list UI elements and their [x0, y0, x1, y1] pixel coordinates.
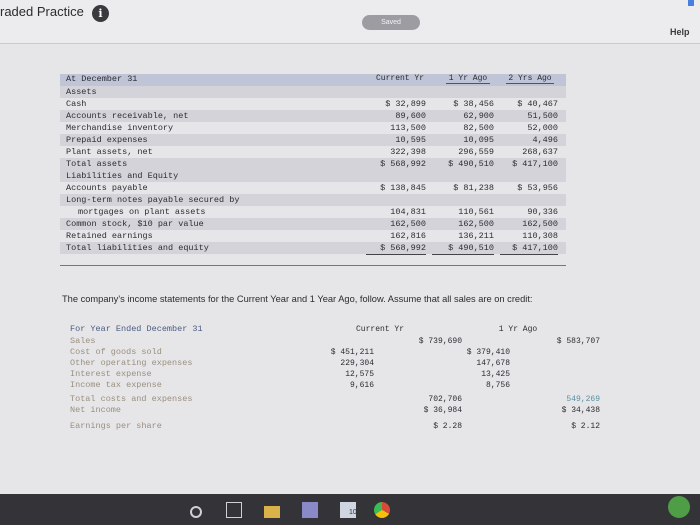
table-row: [60, 110, 566, 122]
row-label: Income tax expense: [70, 380, 162, 390]
cell-value: 162,500: [522, 219, 558, 229]
cell-value: $ 36,984: [423, 406, 462, 415]
row-label: Retained earnings: [66, 231, 153, 241]
column-header: 1 Yr Ago: [498, 325, 538, 334]
cell-value: 136,211: [432, 230, 494, 243]
row-label: Long-term notes payable secured by: [66, 195, 240, 205]
cell-value: 8,756: [485, 381, 510, 390]
cell-value: 51,500: [527, 111, 558, 121]
table-row: [60, 98, 566, 110]
cell-value: 702,706: [428, 395, 462, 404]
table-row: [60, 146, 566, 158]
cell-value: 110,561: [458, 207, 494, 217]
question-content: [0, 44, 700, 494]
cell-value: 82,500: [463, 123, 494, 133]
row-label: At December 31: [66, 74, 138, 84]
balance-sheet-table: [60, 74, 566, 254]
help-button[interactable]: Help: [670, 27, 690, 37]
cell-value: 147,678: [476, 359, 510, 368]
cell-value: $ 40,467: [517, 99, 558, 109]
cell-value: 10,095: [463, 135, 494, 145]
cell-value: 89,600: [395, 111, 426, 121]
income-statement-title: For Year Ended December 31: [70, 324, 203, 334]
cell-value: $ 417,100: [500, 242, 558, 255]
page-title: raded Practice: [0, 4, 84, 19]
cell-value: $ 490,510: [432, 242, 494, 255]
row-label: Plant assets, net: [66, 147, 153, 157]
cell-value: 52,000: [527, 123, 558, 133]
cell-value: 13,425: [481, 370, 510, 379]
folder-icon[interactable]: [264, 506, 280, 518]
table-row: [70, 324, 584, 336]
table-divider: [60, 265, 566, 266]
cell-value: $ 739,690: [418, 337, 462, 346]
cell-value: $ 34,438: [561, 406, 600, 415]
column-header: Current Yr: [355, 325, 404, 334]
row-label: Other operating expenses: [70, 358, 193, 368]
cell-value: $ 417,100: [500, 158, 558, 171]
row-label: Total liabilities and equity: [66, 243, 209, 253]
cell-value: 10,595: [395, 135, 426, 145]
mail-badge: 10: [349, 509, 357, 516]
row-label: Prepaid expenses: [66, 135, 148, 145]
table-row: [60, 206, 566, 218]
table-row: [60, 86, 566, 98]
row-label: Total costs and expenses: [70, 394, 193, 404]
cell-value: 9,616: [349, 381, 374, 390]
cell-value: 322,398: [366, 146, 426, 159]
cell-value: 549,269: [566, 395, 600, 404]
cell-value: $ 568,992: [366, 158, 426, 171]
cell-value: 296,559: [432, 146, 494, 159]
cell-value: 62,900: [463, 111, 494, 121]
row-label: Merchandise inventory: [66, 123, 174, 133]
table-row: [60, 182, 566, 194]
top-bar: [0, 0, 700, 44]
row-label: Interest expense: [70, 369, 152, 379]
cell-value: $ 53,956: [517, 183, 558, 193]
chrome-icon[interactable]: [374, 502, 390, 518]
row-label: Cost of goods sold: [70, 347, 162, 357]
table-row: [60, 134, 566, 146]
row-label: Cash: [66, 99, 87, 109]
cell-value: $ 379,410: [466, 348, 510, 357]
row-label: Common stock, $10 par value: [66, 219, 204, 229]
cell-value: 12,575: [345, 370, 374, 379]
cell-value: $ 32,899: [385, 99, 426, 109]
info-icon[interactable]: i: [92, 5, 109, 22]
row-label: Accounts receivable, net: [66, 111, 189, 121]
row-label: Total assets: [66, 159, 128, 169]
table-row: [70, 358, 584, 369]
cell-value: $ 81,238: [453, 183, 494, 193]
table-row: [70, 380, 584, 391]
chat-icon[interactable]: [668, 496, 690, 518]
row-label: mortgages on plant assets: [78, 207, 206, 217]
cell-value: $ 490,510: [432, 158, 494, 171]
column-header: 1 Yr Ago: [446, 74, 490, 84]
table-row: [70, 369, 584, 380]
income-statement-table: [70, 324, 600, 432]
table-row: [70, 394, 600, 405]
row-label: Earnings per share: [70, 421, 162, 431]
table-row: [70, 421, 600, 432]
table-row: [60, 218, 566, 230]
cell-value: 90,336: [527, 207, 558, 217]
table-row: [60, 230, 566, 242]
cell-value: $ 2.28: [433, 422, 462, 431]
row-label: Liabilities and Equity: [66, 171, 179, 181]
row-label: Accounts payable: [66, 183, 148, 193]
taskbar: [0, 494, 700, 525]
table-row: [60, 158, 566, 170]
store-icon[interactable]: [302, 502, 318, 518]
bookmark-icon: [688, 0, 694, 6]
cell-value: $ 38,456: [453, 99, 494, 109]
table-row: [60, 242, 566, 254]
cell-value: 162,500: [458, 219, 494, 229]
table-row: [60, 194, 566, 206]
cell-value: $ 568,992: [366, 242, 426, 255]
table-row: [70, 347, 584, 358]
row-label: Net income: [70, 405, 122, 415]
cell-value: 268,637: [500, 146, 558, 159]
cell-value: $ 2.12: [571, 422, 600, 431]
cell-value: 4,496: [532, 135, 558, 145]
cell-value: $ 451,211: [330, 348, 374, 357]
row-label: Sales: [70, 336, 96, 346]
column-header: Current Yr: [375, 74, 424, 83]
cell-value: 162,500: [390, 219, 426, 229]
task-view-icon[interactable]: [226, 502, 242, 518]
cell-value: 110,308: [500, 230, 558, 243]
row-label: Assets: [66, 87, 97, 97]
table-row: [60, 122, 566, 134]
table-row: [70, 405, 600, 416]
cell-value: $ 583,707: [556, 337, 600, 346]
cell-value: 162,816: [366, 230, 426, 243]
search-icon[interactable]: [190, 506, 202, 518]
column-header: 2 Yrs Ago: [506, 74, 554, 84]
instructions-text: The company's income statements for the Current Year and 1 Year Ago, follow. Assume that all sales are on credit:: [62, 294, 533, 304]
table-row: [70, 336, 600, 347]
cell-value: 104,831: [390, 207, 426, 217]
cell-value: 229,304: [340, 359, 374, 368]
table-row: [60, 170, 566, 182]
saved-status-badge: Saved: [362, 15, 420, 30]
balance-sheet-header: [60, 74, 566, 86]
cell-value: $ 138,845: [380, 183, 426, 193]
cell-value: 113,500: [390, 123, 426, 133]
